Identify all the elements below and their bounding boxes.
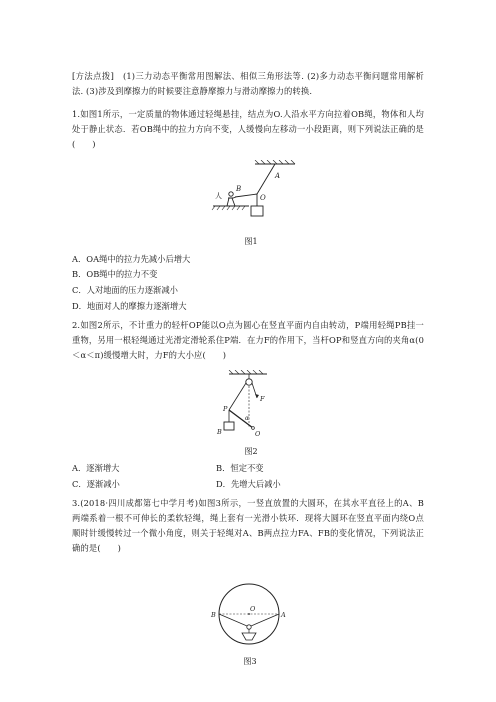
figure-1 bbox=[205, 160, 297, 232]
point-b-label: B bbox=[211, 611, 216, 619]
figure-2-caption: 图2 bbox=[244, 447, 258, 456]
q2-option-b: B．恒定不变 bbox=[216, 463, 264, 473]
point-b-label: B bbox=[217, 428, 222, 436]
question-3-stem: 3.(2018·四川成都第七中学月考)如图3所示，一竖直放置的大圆环，在其水平直径上的A、B两端系着一根不可伸长的柔软轻绳，绳上套有一光滑小铁环．现将大圆环在竖直平面内绕O点顺时针缓慢转过一个微小角度，则关于轻绳对A、B两点拉力FA、FB的变化情况，下列说法正确的是( ) bbox=[72, 498, 424, 553]
figure-2 bbox=[215, 370, 279, 442]
q1-option-a: A．OA绳中的拉力先减小后增大 bbox=[72, 254, 191, 264]
point-a-label: A bbox=[281, 611, 286, 619]
point-o-label: O bbox=[250, 605, 256, 613]
point-o-label: O bbox=[260, 194, 266, 202]
q2-option-a: A．逐渐增大 bbox=[72, 463, 120, 473]
question-2-stem: 2.如图2所示，不计重力的轻杆OP能以O点为圆心在竖直平面内自由转动，P端用轻绳PB挂一重物，另用一根轻绳通过光滑定滑轮系住P端．在力F的作用下，当杆OP和竖直方向的夹角α(0＜α＜π)缓慢增大时，力F的大小应( ) bbox=[72, 320, 424, 360]
q1-option-c: C．人对地面的压力逐渐减小 bbox=[72, 285, 178, 295]
force-f-label: F bbox=[260, 395, 265, 403]
method-tips: [方法点拨] (1)三力动态平衡常用图解法、相似三角形法等. (2)多力动态平衡问题常用解析法. (3)涉及到摩擦力的时候要注意静摩擦力与滑动摩擦力的转换. bbox=[72, 71, 424, 96]
point-b-label: B bbox=[236, 185, 242, 193]
point-a-label: A bbox=[275, 172, 281, 180]
person-label: 人 bbox=[215, 192, 222, 200]
point-o-label: O bbox=[255, 430, 261, 438]
q2-option-d: D．先增大后减小 bbox=[216, 479, 281, 489]
question-1-stem: 1.如图1所示，一定质量的物体通过轻绳悬挂，结点为O.人沿水平方向拉着OB绳，物体和人均处于静止状态．若OB绳中的拉力方向不变，人缓慢向左移动一小段距离，则下列说法正确的是( ) bbox=[72, 109, 424, 149]
figure-3-caption: 图3 bbox=[243, 657, 257, 666]
figure-3 bbox=[206, 582, 292, 650]
q1-option-d: D．地面对人的摩擦力逐渐增大 bbox=[72, 301, 187, 311]
iron-ring-icon bbox=[247, 625, 251, 629]
pulley-icon bbox=[246, 379, 252, 385]
q2-option-c: C．逐渐减小 bbox=[72, 479, 120, 489]
figure-1-caption: 图1 bbox=[244, 237, 258, 246]
angle-alpha-label: α bbox=[245, 415, 250, 422]
q1-option-b: B．OB绳中的拉力不变 bbox=[72, 269, 158, 279]
point-p-label: P bbox=[223, 405, 228, 413]
person-icon bbox=[227, 192, 236, 206]
